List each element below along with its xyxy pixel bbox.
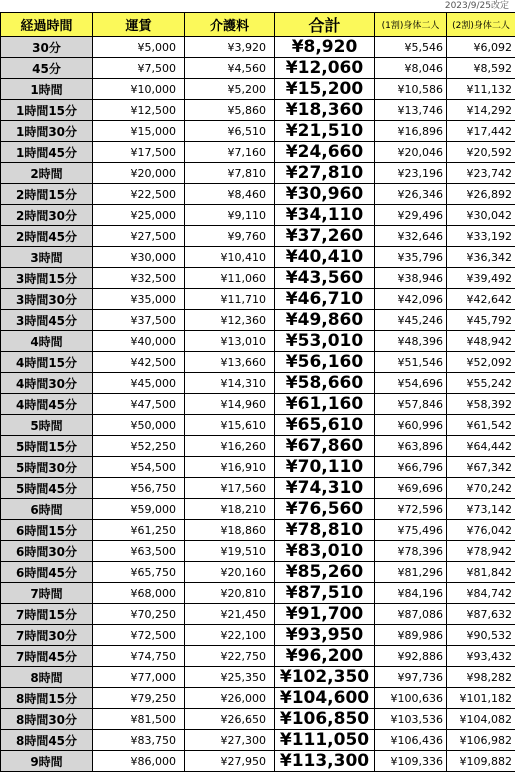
fare-table bbox=[0, 12, 515, 772]
copay-20pct-cell: ¥55,242 bbox=[447, 373, 515, 394]
elapsed-time-cell: 1時間45分 bbox=[1, 142, 93, 163]
table-row bbox=[1, 226, 515, 247]
fare-cell: ¥59,000 bbox=[93, 499, 185, 520]
total-cell: ¥91,700 bbox=[275, 604, 375, 625]
table-row bbox=[1, 415, 515, 436]
copay-20pct-cell: ¥64,442 bbox=[447, 436, 515, 457]
care-fee-cell: ¥18,210 bbox=[185, 499, 275, 520]
elapsed-time-cell: 6時間15分 bbox=[1, 520, 93, 541]
table-row bbox=[1, 205, 515, 226]
table-row bbox=[1, 730, 515, 751]
fare-cell: ¥79,250 bbox=[93, 688, 185, 709]
copay-10pct-cell: ¥97,736 bbox=[375, 667, 447, 688]
copay-20pct-cell: ¥84,742 bbox=[447, 583, 515, 604]
care-fee-cell: ¥25,350 bbox=[185, 667, 275, 688]
table-row bbox=[1, 457, 515, 478]
care-fee-cell: ¥19,510 bbox=[185, 541, 275, 562]
fare-cell: ¥52,250 bbox=[93, 436, 185, 457]
total-cell: ¥15,200 bbox=[275, 79, 375, 100]
elapsed-time-cell: 8時間30分 bbox=[1, 709, 93, 730]
care-fee-cell: ¥7,810 bbox=[185, 163, 275, 184]
copay-10pct-cell: ¥20,046 bbox=[375, 142, 447, 163]
fare-cell: ¥37,500 bbox=[93, 310, 185, 331]
copay-20pct-cell: ¥67,342 bbox=[447, 457, 515, 478]
copay-10pct-cell: ¥29,496 bbox=[375, 205, 447, 226]
fare-cell: ¥83,750 bbox=[93, 730, 185, 751]
elapsed-time-cell: 1時間30分 bbox=[1, 121, 93, 142]
total-cell: ¥37,260 bbox=[275, 226, 375, 247]
total-cell: ¥96,200 bbox=[275, 646, 375, 667]
elapsed-time-cell: 5時間30分 bbox=[1, 457, 93, 478]
fare-cell: ¥32,500 bbox=[93, 268, 185, 289]
fare-cell: ¥63,500 bbox=[93, 541, 185, 562]
elapsed-time-cell: 2時間15分 bbox=[1, 184, 93, 205]
care-fee-cell: ¥16,910 bbox=[185, 457, 275, 478]
total-cell: ¥87,510 bbox=[275, 583, 375, 604]
fare-cell: ¥50,000 bbox=[93, 415, 185, 436]
copay-10pct-cell: ¥103,536 bbox=[375, 709, 447, 730]
fare-cell: ¥15,000 bbox=[93, 121, 185, 142]
care-fee-cell: ¥13,660 bbox=[185, 352, 275, 373]
total-cell: ¥18,360 bbox=[275, 100, 375, 121]
table-row bbox=[1, 688, 515, 709]
copay-10pct-cell: ¥42,096 bbox=[375, 289, 447, 310]
fare-cell: ¥68,000 bbox=[93, 583, 185, 604]
copay-10pct-cell: ¥92,886 bbox=[375, 646, 447, 667]
elapsed-time-cell: 1時間15分 bbox=[1, 100, 93, 121]
care-fee-cell: ¥26,000 bbox=[185, 688, 275, 709]
revision-date-note: 2023/9/25改定 bbox=[445, 0, 509, 12]
care-fee-cell: ¥10,410 bbox=[185, 247, 275, 268]
elapsed-time-cell: 7時間30分 bbox=[1, 625, 93, 646]
copay-10pct-cell: ¥51,546 bbox=[375, 352, 447, 373]
elapsed-time-cell: 2時間30分 bbox=[1, 205, 93, 226]
total-cell: ¥43,560 bbox=[275, 268, 375, 289]
copay-20pct-cell: ¥30,042 bbox=[447, 205, 515, 226]
care-fee-cell: ¥11,710 bbox=[185, 289, 275, 310]
fare-cell: ¥65,750 bbox=[93, 562, 185, 583]
copay-10pct-cell: ¥26,346 bbox=[375, 184, 447, 205]
elapsed-time-cell: 4時間15分 bbox=[1, 352, 93, 373]
care-fee-cell: ¥20,810 bbox=[185, 583, 275, 604]
table-row bbox=[1, 583, 515, 604]
fare-cell: ¥25,000 bbox=[93, 205, 185, 226]
fare-cell: ¥10,000 bbox=[93, 79, 185, 100]
copay-20pct-cell: ¥93,432 bbox=[447, 646, 515, 667]
care-fee-cell: ¥6,510 bbox=[185, 121, 275, 142]
total-cell: ¥21,510 bbox=[275, 121, 375, 142]
elapsed-time-cell: 45分 bbox=[1, 58, 93, 79]
copay-10pct-cell: ¥89,986 bbox=[375, 625, 447, 646]
copay-10pct-cell: ¥63,896 bbox=[375, 436, 447, 457]
care-fee-cell: ¥15,610 bbox=[185, 415, 275, 436]
total-cell: ¥49,860 bbox=[275, 310, 375, 331]
fare-cell: ¥20,000 bbox=[93, 163, 185, 184]
care-fee-cell: ¥14,310 bbox=[185, 373, 275, 394]
total-cell: ¥78,810 bbox=[275, 520, 375, 541]
copay-10pct-cell: ¥8,046 bbox=[375, 58, 447, 79]
copay-10pct-cell: ¥109,336 bbox=[375, 751, 447, 772]
table-row bbox=[1, 751, 515, 772]
elapsed-time-cell: 5時間15分 bbox=[1, 436, 93, 457]
care-fee-cell: ¥26,650 bbox=[185, 709, 275, 730]
table-row bbox=[1, 709, 515, 730]
copay-20pct-cell: ¥70,242 bbox=[447, 478, 515, 499]
total-cell: ¥53,010 bbox=[275, 331, 375, 352]
fare-table-header bbox=[1, 13, 515, 37]
care-fee-cell: ¥21,450 bbox=[185, 604, 275, 625]
table-row bbox=[1, 394, 515, 415]
header-fare: 運賃 bbox=[93, 13, 185, 37]
fare-cell: ¥74,750 bbox=[93, 646, 185, 667]
total-cell: ¥67,860 bbox=[275, 436, 375, 457]
copay-10pct-cell: ¥100,636 bbox=[375, 688, 447, 709]
care-fee-cell: ¥13,010 bbox=[185, 331, 275, 352]
table-row bbox=[1, 331, 515, 352]
care-fee-cell: ¥22,750 bbox=[185, 646, 275, 667]
copay-20pct-cell: ¥81,842 bbox=[447, 562, 515, 583]
table-row bbox=[1, 79, 515, 100]
table-row bbox=[1, 247, 515, 268]
fare-cell: ¥42,500 bbox=[93, 352, 185, 373]
copay-20pct-cell: ¥76,042 bbox=[447, 520, 515, 541]
header-row bbox=[1, 13, 515, 37]
copay-20pct-cell: ¥45,792 bbox=[447, 310, 515, 331]
total-cell: ¥111,050 bbox=[275, 730, 375, 751]
elapsed-time-cell: 7時間15分 bbox=[1, 604, 93, 625]
fare-cell: ¥40,000 bbox=[93, 331, 185, 352]
care-fee-cell: ¥4,560 bbox=[185, 58, 275, 79]
copay-10pct-cell: ¥72,596 bbox=[375, 499, 447, 520]
fare-cell: ¥30,000 bbox=[93, 247, 185, 268]
table-row bbox=[1, 58, 515, 79]
elapsed-time-cell: 2時間 bbox=[1, 163, 93, 184]
elapsed-time-cell: 2時間45分 bbox=[1, 226, 93, 247]
table-row bbox=[1, 520, 515, 541]
copay-20pct-cell: ¥23,742 bbox=[447, 163, 515, 184]
total-cell: ¥34,110 bbox=[275, 205, 375, 226]
total-cell: ¥102,350 bbox=[275, 667, 375, 688]
copay-20pct-cell: ¥90,532 bbox=[447, 625, 515, 646]
care-fee-cell: ¥18,860 bbox=[185, 520, 275, 541]
total-cell: ¥58,660 bbox=[275, 373, 375, 394]
care-fee-cell: ¥14,960 bbox=[185, 394, 275, 415]
table-row bbox=[1, 352, 515, 373]
care-fee-cell: ¥8,460 bbox=[185, 184, 275, 205]
copay-20pct-cell: ¥78,942 bbox=[447, 541, 515, 562]
copay-10pct-cell: ¥48,396 bbox=[375, 331, 447, 352]
table-row bbox=[1, 478, 515, 499]
copay-10pct-cell: ¥10,586 bbox=[375, 79, 447, 100]
copay-10pct-cell: ¥23,196 bbox=[375, 163, 447, 184]
care-fee-cell: ¥16,260 bbox=[185, 436, 275, 457]
total-cell: ¥74,310 bbox=[275, 478, 375, 499]
copay-10pct-cell: ¥87,086 bbox=[375, 604, 447, 625]
total-cell: ¥70,110 bbox=[275, 457, 375, 478]
copay-10pct-cell: ¥32,646 bbox=[375, 226, 447, 247]
fare-table-body bbox=[1, 37, 515, 772]
care-fee-cell: ¥9,110 bbox=[185, 205, 275, 226]
elapsed-time-cell: 4時間30分 bbox=[1, 373, 93, 394]
fare-cell: ¥7,500 bbox=[93, 58, 185, 79]
copay-20pct-cell: ¥36,342 bbox=[447, 247, 515, 268]
elapsed-time-cell: 6時間45分 bbox=[1, 562, 93, 583]
copay-20pct-cell: ¥8,592 bbox=[447, 58, 515, 79]
elapsed-time-cell: 5時間 bbox=[1, 415, 93, 436]
fare-cell: ¥22,500 bbox=[93, 184, 185, 205]
copay-20pct-cell: ¥58,392 bbox=[447, 394, 515, 415]
table-row bbox=[1, 436, 515, 457]
copay-10pct-cell: ¥16,896 bbox=[375, 121, 447, 142]
elapsed-time-cell: 9時間 bbox=[1, 751, 93, 772]
table-row bbox=[1, 604, 515, 625]
fare-cell: ¥72,500 bbox=[93, 625, 185, 646]
fare-cell: ¥56,750 bbox=[93, 478, 185, 499]
copay-10pct-cell: ¥66,796 bbox=[375, 457, 447, 478]
copay-10pct-cell: ¥78,396 bbox=[375, 541, 447, 562]
care-fee-cell: ¥12,360 bbox=[185, 310, 275, 331]
copay-20pct-cell: ¥20,592 bbox=[447, 142, 515, 163]
table-row bbox=[1, 499, 515, 520]
fare-cell: ¥17,500 bbox=[93, 142, 185, 163]
total-cell: ¥8,920 bbox=[275, 37, 375, 58]
table-row bbox=[1, 37, 515, 58]
copay-20pct-cell: ¥39,492 bbox=[447, 268, 515, 289]
total-cell: ¥12,060 bbox=[275, 58, 375, 79]
table-row bbox=[1, 541, 515, 562]
copay-20pct-cell: ¥17,442 bbox=[447, 121, 515, 142]
table-row bbox=[1, 667, 515, 688]
copay-10pct-cell: ¥38,946 bbox=[375, 268, 447, 289]
fare-cell: ¥35,000 bbox=[93, 289, 185, 310]
elapsed-time-cell: 30分 bbox=[1, 37, 93, 58]
table-row bbox=[1, 310, 515, 331]
copay-20pct-cell: ¥14,292 bbox=[447, 100, 515, 121]
total-cell: ¥30,960 bbox=[275, 184, 375, 205]
elapsed-time-cell: 3時間45分 bbox=[1, 310, 93, 331]
total-cell: ¥27,810 bbox=[275, 163, 375, 184]
copay-20pct-cell: ¥106,982 bbox=[447, 730, 515, 751]
copay-10pct-cell: ¥35,796 bbox=[375, 247, 447, 268]
table-row bbox=[1, 373, 515, 394]
total-cell: ¥93,950 bbox=[275, 625, 375, 646]
table-row bbox=[1, 646, 515, 667]
copay-10pct-cell: ¥5,546 bbox=[375, 37, 447, 58]
fare-cell: ¥47,500 bbox=[93, 394, 185, 415]
header-total: 合計 bbox=[275, 13, 375, 37]
copay-10pct-cell: ¥75,496 bbox=[375, 520, 447, 541]
elapsed-time-cell: 1時間 bbox=[1, 79, 93, 100]
copay-20pct-cell: ¥33,192 bbox=[447, 226, 515, 247]
copay-10pct-cell: ¥81,296 bbox=[375, 562, 447, 583]
elapsed-time-cell: 8時間15分 bbox=[1, 688, 93, 709]
elapsed-time-cell: 3時間30分 bbox=[1, 289, 93, 310]
total-cell: ¥83,010 bbox=[275, 541, 375, 562]
care-fee-cell: ¥27,300 bbox=[185, 730, 275, 751]
copay-10pct-cell: ¥13,746 bbox=[375, 100, 447, 121]
copay-10pct-cell: ¥106,436 bbox=[375, 730, 447, 751]
table-row bbox=[1, 100, 515, 121]
care-fee-cell: ¥5,200 bbox=[185, 79, 275, 100]
elapsed-time-cell: 8時間 bbox=[1, 667, 93, 688]
elapsed-time-cell: 4時間45分 bbox=[1, 394, 93, 415]
header-elapsed-time: 経過時間 bbox=[1, 13, 93, 37]
fare-cell: ¥86,000 bbox=[93, 751, 185, 772]
header-copay-20pct: (2割)身体二人 bbox=[447, 13, 515, 37]
care-fee-cell: ¥11,060 bbox=[185, 268, 275, 289]
copay-20pct-cell: ¥109,882 bbox=[447, 751, 515, 772]
fare-cell: ¥12,500 bbox=[93, 100, 185, 121]
total-cell: ¥65,610 bbox=[275, 415, 375, 436]
elapsed-time-cell: 6時間30分 bbox=[1, 541, 93, 562]
total-cell: ¥24,660 bbox=[275, 142, 375, 163]
fare-cell: ¥81,500 bbox=[93, 709, 185, 730]
care-fee-cell: ¥3,920 bbox=[185, 37, 275, 58]
elapsed-time-cell: 7時間45分 bbox=[1, 646, 93, 667]
care-fee-cell: ¥7,160 bbox=[185, 142, 275, 163]
copay-20pct-cell: ¥73,142 bbox=[447, 499, 515, 520]
table-row bbox=[1, 289, 515, 310]
copay-20pct-cell: ¥104,082 bbox=[447, 709, 515, 730]
total-cell: ¥61,160 bbox=[275, 394, 375, 415]
elapsed-time-cell: 4時間 bbox=[1, 331, 93, 352]
copay-20pct-cell: ¥48,942 bbox=[447, 331, 515, 352]
copay-20pct-cell: ¥11,132 bbox=[447, 79, 515, 100]
table-row bbox=[1, 268, 515, 289]
fare-cell: ¥70,250 bbox=[93, 604, 185, 625]
total-cell: ¥106,850 bbox=[275, 709, 375, 730]
care-fee-cell: ¥22,100 bbox=[185, 625, 275, 646]
copay-10pct-cell: ¥54,696 bbox=[375, 373, 447, 394]
copay-10pct-cell: ¥69,696 bbox=[375, 478, 447, 499]
fare-cell: ¥45,000 bbox=[93, 373, 185, 394]
header-care-fee: 介護料 bbox=[185, 13, 275, 37]
fare-cell: ¥61,250 bbox=[93, 520, 185, 541]
copay-20pct-cell: ¥6,092 bbox=[447, 37, 515, 58]
table-row bbox=[1, 562, 515, 583]
total-cell: ¥46,710 bbox=[275, 289, 375, 310]
fare-cell: ¥77,000 bbox=[93, 667, 185, 688]
elapsed-time-cell: 8時間45分 bbox=[1, 730, 93, 751]
care-fee-cell: ¥17,560 bbox=[185, 478, 275, 499]
care-fee-cell: ¥27,950 bbox=[185, 751, 275, 772]
total-cell: ¥76,560 bbox=[275, 499, 375, 520]
care-fee-cell: ¥5,860 bbox=[185, 100, 275, 121]
copay-20pct-cell: ¥26,892 bbox=[447, 184, 515, 205]
elapsed-time-cell: 3時間15分 bbox=[1, 268, 93, 289]
total-cell: ¥113,300 bbox=[275, 751, 375, 772]
copay-20pct-cell: ¥101,182 bbox=[447, 688, 515, 709]
copay-10pct-cell: ¥60,996 bbox=[375, 415, 447, 436]
fare-cell: ¥5,000 bbox=[93, 37, 185, 58]
copay-20pct-cell: ¥98,282 bbox=[447, 667, 515, 688]
table-row bbox=[1, 184, 515, 205]
total-cell: ¥85,260 bbox=[275, 562, 375, 583]
copay-20pct-cell: ¥87,632 bbox=[447, 604, 515, 625]
copay-20pct-cell: ¥61,542 bbox=[447, 415, 515, 436]
table-row bbox=[1, 625, 515, 646]
elapsed-time-cell: 6時間 bbox=[1, 499, 93, 520]
elapsed-time-cell: 5時間45分 bbox=[1, 478, 93, 499]
total-cell: ¥56,160 bbox=[275, 352, 375, 373]
fare-cell: ¥54,500 bbox=[93, 457, 185, 478]
copay-10pct-cell: ¥84,196 bbox=[375, 583, 447, 604]
table-row bbox=[1, 121, 515, 142]
copay-20pct-cell: ¥52,092 bbox=[447, 352, 515, 373]
copay-10pct-cell: ¥57,846 bbox=[375, 394, 447, 415]
care-fee-cell: ¥9,760 bbox=[185, 226, 275, 247]
copay-20pct-cell: ¥42,642 bbox=[447, 289, 515, 310]
table-row bbox=[1, 163, 515, 184]
elapsed-time-cell: 3時間 bbox=[1, 247, 93, 268]
table-row bbox=[1, 142, 515, 163]
fare-cell: ¥27,500 bbox=[93, 226, 185, 247]
total-cell: ¥104,600 bbox=[275, 688, 375, 709]
care-fee-cell: ¥20,160 bbox=[185, 562, 275, 583]
header-copay-10pct: (1割)身体二人 bbox=[375, 13, 447, 37]
copay-10pct-cell: ¥45,246 bbox=[375, 310, 447, 331]
total-cell: ¥40,410 bbox=[275, 247, 375, 268]
elapsed-time-cell: 7時間 bbox=[1, 583, 93, 604]
